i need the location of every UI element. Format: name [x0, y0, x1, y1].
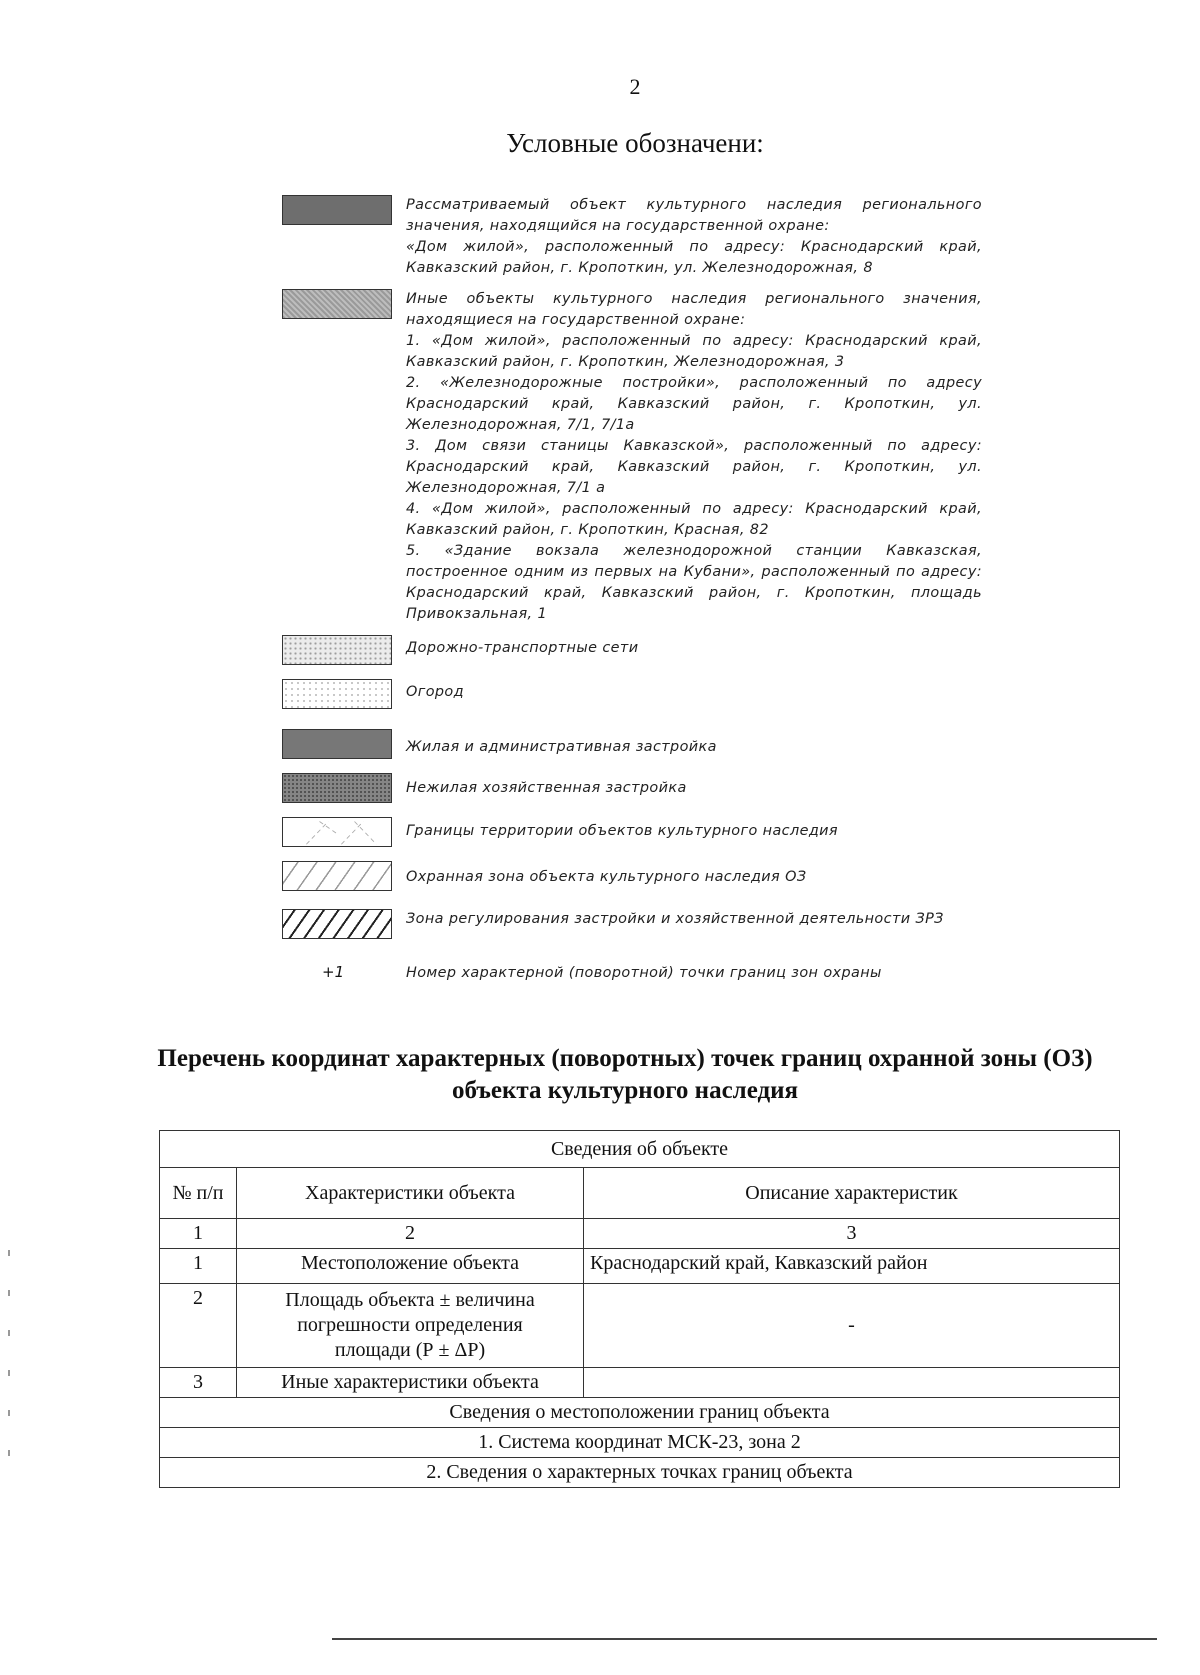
row-number-cell: 1 [160, 1249, 237, 1284]
row-desc-cell [584, 1368, 1120, 1398]
location-header: Сведения о местоположении границ объекта [160, 1398, 1120, 1428]
table-row [160, 1398, 1120, 1428]
bottom-rule [332, 1638, 1157, 1640]
legend-swatch-nonresidential [282, 773, 392, 803]
legend-text: 2. «Железнодорожные постройки», расположенный по адресу Краснодарский край, Кавказский район, г. Кропоткин, ул. Железнодорожная, 7/1, 7/1а [406, 375, 982, 433]
table-row [160, 1131, 1120, 1168]
legend-swatch-dots [282, 635, 392, 665]
legend-text: Жилая и административная застройка [406, 739, 717, 755]
column-header-description: Описание характеристик [584, 1168, 1120, 1219]
turning-point-marker: +1 [322, 963, 345, 981]
legend-text: Огород [406, 684, 464, 700]
row-name-cell: Иные характеристики объекта [237, 1368, 584, 1398]
legend-text: Иные объекты культурного наследия регионального значения, находящиеся на государственной охране: [406, 291, 982, 328]
legend-swatch-dark [282, 195, 392, 225]
legend-swatch-light-dots [282, 679, 392, 709]
legend-text: Дорожно-транспортные сети [406, 640, 639, 656]
legend-text: 1. «Дом жилой», расположенный по адресу: Краснодарский край, Кавказский район, г. Кропоткин, Железнодорожная, 3 [406, 333, 982, 370]
legend-item-garden [282, 679, 982, 713]
legend-text: Охранная зона объекта культурного наследия ОЗ [406, 869, 807, 885]
page-number: 2 [629, 74, 641, 99]
legend-text: 4. «Дом жилой», расположенный по адресу: Краснодарский край, Кавказский район, г. Кропоткин, Красная, 82 [406, 501, 982, 538]
table-header: Сведения об объекте [160, 1131, 1120, 1168]
table-row [160, 1368, 1120, 1398]
legend [282, 195, 982, 997]
legend-swatch-boundary [282, 817, 392, 847]
column-header-number: № п/п [160, 1168, 237, 1219]
row-name-cell: Местоположение объекта [237, 1249, 584, 1284]
column-number-cell: 3 [584, 1219, 1120, 1249]
section-title: Перечень координат характерных (поворотных) точек границ охранной зоны (ОЗ) объекта культурного наследия [157, 1045, 1093, 1104]
row-name-cell: Площадь объекта ± величина погрешности определения площади (Р ± ΔР) [237, 1284, 584, 1368]
table-row [160, 1458, 1120, 1488]
row-desc-cell: Краснодарский край, Кавказский район [584, 1249, 1120, 1284]
legend-swatch-hatch-light [282, 861, 392, 891]
legend-text: 3. Дом связи станицы Кавказской», расположенный по адресу: Краснодарский край, Кавказский район, г. Кропоткин, ул. Железнодорожная, 7/1 а [406, 438, 982, 496]
legend-item-roads [282, 635, 982, 669]
legend-item-turning-point [282, 963, 982, 987]
legend-text: 5. «Здание вокзала железнодорожной станции Кавказская, построенное одним из первых на Кубани», расположенный по адресу: Краснодарский край, Кавказский район, г. Кропоткин, площадь Привокзальная, 1 [406, 543, 982, 622]
legend-swatch-residential [282, 729, 392, 759]
object-info-table [159, 1130, 1120, 1488]
legend-item-nonresidential [282, 773, 982, 807]
table-row [160, 1284, 1120, 1368]
column-number-cell: 1 [160, 1219, 237, 1249]
legend-text: Рассматриваемый объект культурного наследия регионального значения, находящийся на государственной охране: [406, 197, 982, 234]
legend-text: Границы территории объектов культурного наследия [406, 823, 838, 839]
row-number-cell: 3 [160, 1368, 237, 1398]
coord-system: 1. Система координат МСК-23, зона 2 [160, 1428, 1120, 1458]
legend-text: Номер характерной (поворотной) точки границ зон охраны [406, 965, 882, 981]
legend-item-boundary [282, 817, 982, 851]
column-header-characteristic: Характеристики объекта [237, 1168, 584, 1219]
table-row [160, 1219, 1120, 1249]
table-row [160, 1249, 1120, 1284]
legend-item-regulation-zone [282, 909, 982, 953]
legend-item-protection-zone [282, 861, 982, 895]
legend-swatch-gray [282, 289, 392, 319]
legend-text: «Дом жилой», расположенный по адресу: Краснодарский край, Кавказский район, г. Кропоткин, ул. Железнодорожная, 8 [406, 239, 982, 276]
legend-item-main-object [282, 195, 982, 279]
table-row [160, 1428, 1120, 1458]
column-number-cell: 2 [237, 1219, 584, 1249]
legend-text: Зона регулирования застройки и хозяйственной деятельности ЗРЗ [406, 911, 944, 927]
points-header: 2. Сведения о характерных точках границ объекта [160, 1458, 1120, 1488]
legend-swatch-hatch-dark [282, 909, 392, 939]
legend-text: Нежилая хозяйственная застройка [406, 780, 687, 796]
scan-edge-marks [8, 1250, 10, 1480]
row-desc-cell: - [584, 1284, 1120, 1368]
row-number-cell: 2 [160, 1284, 237, 1368]
legend-title: Условные обозначени: [506, 128, 764, 158]
legend-item-other-objects [282, 289, 982, 625]
legend-item-residential [282, 729, 982, 763]
table-row [160, 1168, 1120, 1219]
